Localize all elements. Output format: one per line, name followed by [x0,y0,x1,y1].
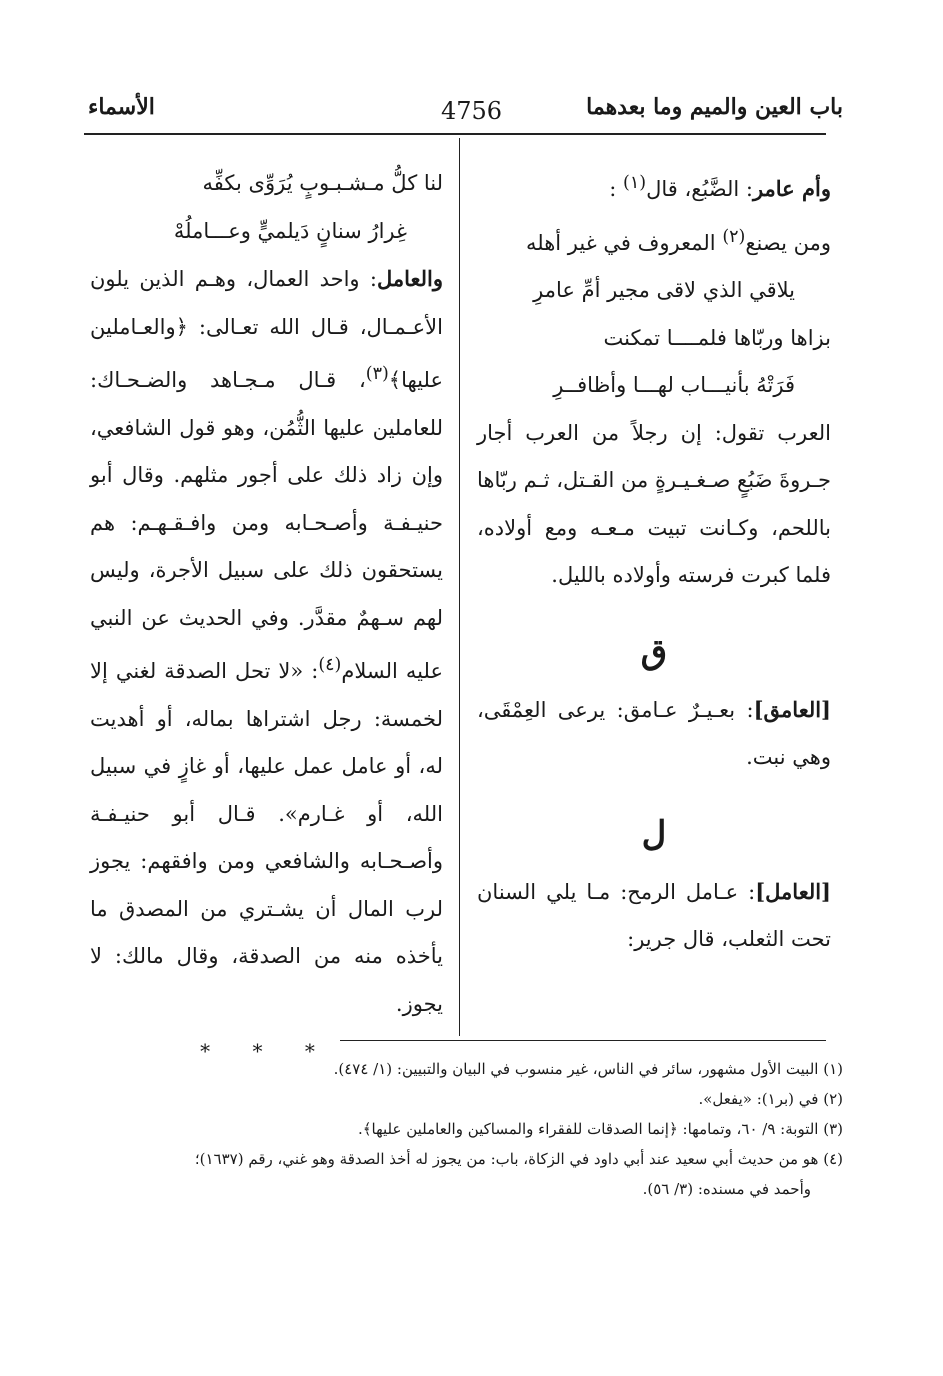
jarir-verse-2: غِرارُ سنانٍ دَيلميٍّ وعـــاملُهْ [173,218,407,243]
verse-line-2: يلاقي الذي لاقى مجير أمِّ عامرِ [533,278,795,302]
footnote-3: (٣) التوبة: ٩/ ٦٠، وتمامها: ﴿إنما الصدقات للفقراء والمساكين والعاملين عليها﴾. [357,1120,843,1138]
footnote-2: (٢) في (بر١): «يفعل». [698,1090,843,1108]
jarir-verse-1: لنا كلُّ مـشـبـوبٍ يُرَوِّى بكفِّه [202,171,443,195]
amiq-headword: [العامق] [753,696,831,722]
page-number: 4756 [440,97,503,125]
umm-amir-entry [477,160,831,214]
verse-line-4: فَرَتْهُ بأنيـــاب لهـــا وأظافــرِ [553,373,795,397]
amil-worker-text-2: ، قـال مـجـاهد والضـحـاك: للعاملين عليها الثُّمُن، وهو قول الشافعي، وإن زاد ذلك على أجور مثلهم. وقال أبو حنيـفـة وأصـحـابه ومن وافـقـهـم: هم يستحقون ذلك على سبيل الأجرة، وليس لهم سـهمٌ مقدَّر. وفي الحديث عن النبي عليه السلام [90,368,443,683]
header-rule [84,133,826,135]
right-column [477,160,831,964]
letter-heading-lam: ل [641,813,667,854]
amil-worker-entry [90,255,443,1028]
amiq-entry [477,686,831,782]
verse-line-1 [477,214,831,268]
footnote-rule [340,1040,826,1041]
hyena-story-paragraph: العرب تقول: إن رجلاً من العرب أجار جـروةَ ضَبُعٍ صـغـيـرةٍ من القـتل، ثـم ربّاها باللحم، وكـانت تبيت مـعـه ومع أولاده، فلما كبرت فرسته وأولاده بالليل. [477,420,831,587]
amiq-text: : بعـيـرٌ عـامق: يرعى العِمْقَى، وهي نبت. [477,697,831,769]
footnote-ref-1: (١) [623,173,647,193]
running-header-chapter: باب العين والميم وما بعدهما [586,94,843,120]
footnote-ref-4: (٤) [318,655,342,675]
verse-1-part-b: المعروف في غير أهله [526,230,716,255]
amil-worker-text-1: : واحد العمال، وهـم الذين يلون الأعـمـال، قـال الله تعـالى: ﴿والعـاملين عليها﴾ [90,267,443,392]
left-column [90,160,443,1076]
verse-line-3: بزاها وربّاها فلمــــا تمكنت [603,325,831,350]
section-end-stars: * * * [200,1039,333,1063]
amil-spear-text: : عـامل الرمح: مـا يلي السنان تحت الثعلب، قال جرير: [477,879,831,951]
umm-amir-headword: وأم عامر [752,176,831,201]
verse-1-part-a: ومن يصنع [745,230,831,255]
umm-amir-colon: : [609,177,617,201]
footnote-1: (١) البيت الأول مشهور، سائر في الناس، غير منسوب في البيان والتبيين: (١/ ٤٧٤). [333,1060,843,1078]
footnotes [98,1054,843,1204]
letter-heading-qaf: ق [640,631,668,672]
footnote-4-continued: وأحمد في مسنده: (٣/ ٥٦). [642,1180,811,1198]
footnote-ref-2: (٢) [722,226,746,247]
running-header-section: الأسماء [88,94,155,120]
footnote-4: (٤) هو من حديث أبي سعيد عند أبي داود في الزكاة، باب: من يجوز له أخذ الصدقة وهو غني، رقم (١٦٣٧)؛ [194,1150,843,1168]
footnote-ref-3: (٣) [365,364,389,384]
column-divider [459,138,460,1036]
amil-worker-headword: والعامل [376,266,443,291]
umm-amir-text: : الضَّبُع، قال [646,177,753,201]
amil-spear-headword: [العامل] [755,878,831,904]
amil-spear-entry [477,868,831,964]
amil-worker-text-3: : «لا تحل الصدقة لغني إلا لخمسة: رجل اشتراها بماله، أو أهديت له، أو عامل عمل عليها، أو غازٍ في سبيل الله، أو غـارم». قـال أبو حنيـفـة وأصـحـابه والشافعي ومن وافقهم: يجوز لرب المال أن يشـتري من المصدق ما يأخذه منه من الصدقة، وقال مالك: لا يجوز. [90,659,443,1016]
